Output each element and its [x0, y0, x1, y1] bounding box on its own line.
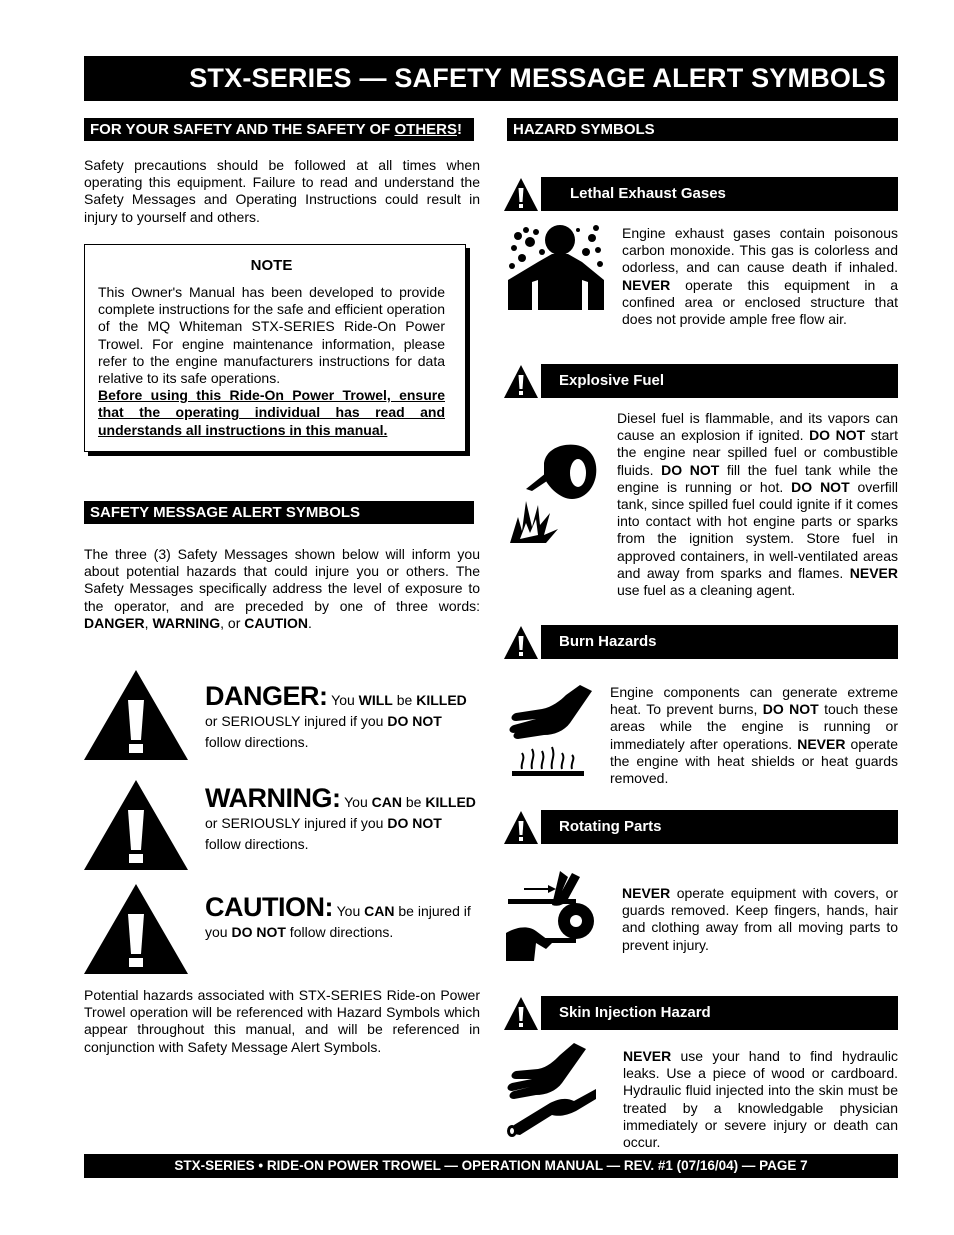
burn-title: Burn Hazards: [541, 625, 898, 659]
note-body: This Owner's Manual has been developed to provide complete instructions for the safe and efficient operation of the MQ Whiteman STX-SERIES Ride-On Power Trowel. For engine maintenance information, please refer to the engine manufacturers instructions for data relative to its safe operations.: [98, 284, 445, 387]
note-box: [84, 244, 466, 452]
explosion-hazard-icon: [506, 443, 602, 547]
caution-message: CAUTION: You CAN be injured if you DO NOT follow directions.: [205, 892, 471, 940]
burn-hazard-icon: [508, 683, 594, 779]
injection-text: NEVER use your hand to find hydraulic leaks. Use a piece of wood or cardboard. Hydraulic fluid injected into the skin must be treated by a knowledgable physician immediately or severe injury or death can occur.: [623, 1048, 898, 1151]
rotating-hazard-icon: [506, 871, 606, 963]
warning-triangle-icon: [84, 780, 188, 870]
injection-title: Skin Injection Hazard: [541, 996, 898, 1030]
note-title: NOTE: [250, 257, 293, 274]
burn-text: Engine components can generate extreme heat. To prevent burns, DO NOT touch these areas while the engine is running or immediately after operations. NEVER operate the engine with heat shields or heat guards removed.: [610, 684, 898, 787]
hazard-symbols-heading: HAZARD SYMBOLS: [507, 118, 898, 141]
rotating-warning-icon: [503, 810, 539, 845]
page-footer: STX-SERIES • RIDE-ON POWER TROWEL — OPERATION MANUAL — REV. #1 (07/16/04) — PAGE 7: [84, 1154, 898, 1178]
exhaust-hazard-icon: [508, 222, 604, 310]
injection-hazard-icon: [506, 1043, 596, 1139]
closing-paragraph: Potential hazards associated with STX-SERIES Ride-on Power Trowel operation will be referenced with Hazard Symbols which appear throughout this manual, and will be referenced in conjunction with Safety Message Alert Symbols.: [84, 987, 480, 1055]
fuel-text: Diesel fuel is flammable, and its vapors can cause an explosion if ignited. DO NOT start the engine near spilled fuel or combustible fluids. DO NOT fill the fuel tank while the engine is running or hot. DO NOT overfill tank, since spilled fuel could ignite if it comes into contact with hot engine parts or sparks from the ignition system. Store fuel in approved containers, in well-ventilated areas and away from sparks and flames. NEVER use fuel as a cleaning agent.: [617, 410, 898, 599]
alert-intro: The three (3) Safety Messages shown below will inform you about potential hazards that could injure you or others. The Safety Messages specifically address the level of exposure to the operator, and are preceded by one of three words: DANGER, WARNING, or CAUTION.: [84, 546, 480, 631]
rotating-title: Rotating Parts: [541, 810, 898, 844]
injection-warning-icon: [503, 996, 539, 1031]
fuel-title: Explosive Fuel: [541, 364, 898, 398]
alert-symbols-heading: SAFETY MESSAGE ALERT SYMBOLS: [84, 501, 474, 524]
note-emphasis: Before using this Ride-On Power Trowel, ensure that the operating individual has read and understands all instructions in this manual.: [98, 387, 445, 438]
caution-triangle-icon: [84, 884, 188, 974]
danger-message: DANGER: You WILL be KILLED or SERIOUSLY injured if you DO NOT follow directions.: [205, 681, 467, 750]
exhaust-text: Engine exhaust gases contain poisonous carbon monoxide. This gas is colorless and odorless, and can cause death if inhaled. NEVER operate this equipment in a confined area or enclosed structure that does not provide ample free flow air.: [622, 225, 898, 328]
exhaust-title: Lethal Exhaust Gases: [541, 177, 898, 211]
caution-word: CAUTION:: [205, 892, 333, 922]
danger-word: DANGER:: [205, 681, 328, 711]
danger-triangle-icon: [84, 670, 188, 760]
burn-warning-icon: [503, 625, 539, 660]
warning-message: WARNING: You CAN be KILLED or SERIOUSLY injured if you DO NOT follow directions.: [205, 783, 476, 852]
exhaust-warning-icon: [503, 177, 539, 212]
rotating-text: NEVER operate equipment with covers, or guards removed. Keep fingers, hands, hair and clothing away from all moving parts to prevent injury.: [622, 885, 898, 953]
warning-word: WARNING:: [205, 783, 341, 813]
page-title: STX-SERIES — SAFETY MESSAGE ALERT SYMBOLS: [84, 56, 898, 101]
safety-intro: Safety precautions should be followed at all times when operating this equipment. Failure to read and understand the Safety Messages and Operating Instructions could result in injury to yourself and others.: [84, 157, 480, 225]
safety-heading: FOR YOUR SAFETY AND THE SAFETY OF OTHERS!: [84, 118, 474, 141]
fuel-warning-icon: [503, 364, 539, 399]
